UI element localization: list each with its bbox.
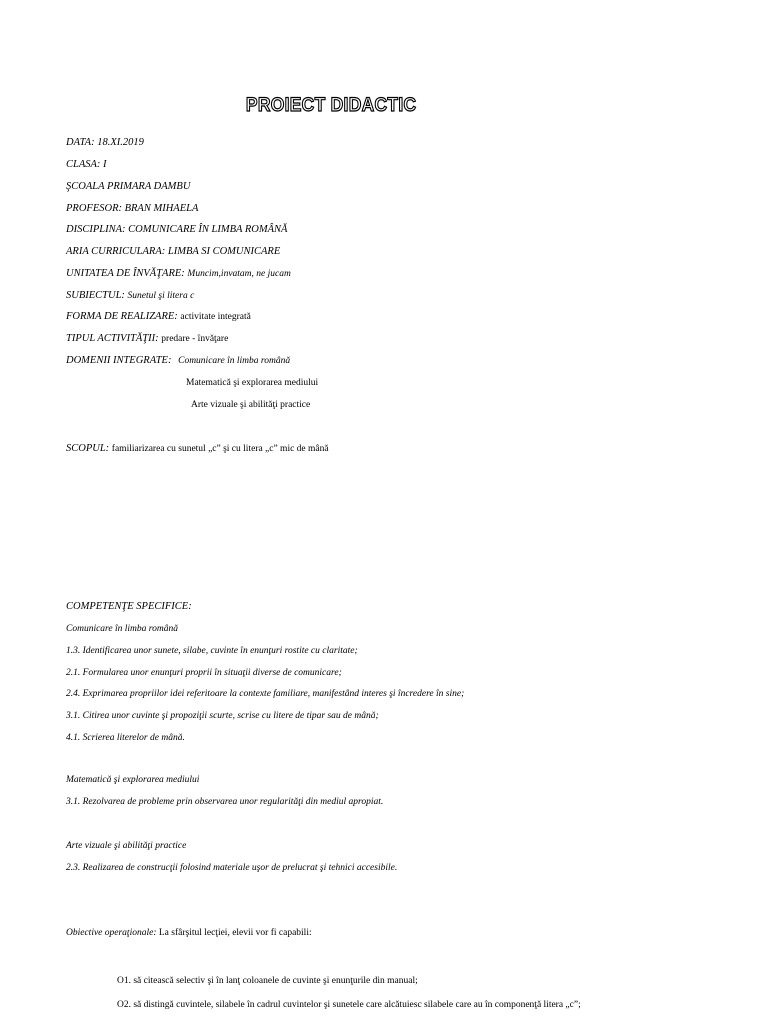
competence-group-name: Comunicare în limba română [66, 624, 178, 634]
activity-type-label: TIPUL ACTIVITĂŢII: [66, 333, 159, 344]
competence-group-name: Matematică şi explorarea mediului [66, 775, 200, 785]
discipline-line: DISCIPLINA: COMUNICARE ÎN LIMBA ROMÂNĂ [66, 224, 288, 235]
competence-group-name: Arte vizuale şi abilităţi practice [66, 841, 187, 851]
integrated-domains-line [66, 354, 290, 368]
objectives-label: Obiective operaţionale: [66, 928, 157, 938]
competence-item: 2.4. Exprimarea propriilor idei referitoare la contexte familiare, manifestând interes şi încredere în sine; [66, 689, 465, 699]
form-line [66, 310, 251, 324]
purpose-value: familiarizarea cu sunetul „c” şi cu litera „c” mic de mână [111, 444, 329, 454]
objectives-intro: La sfârşitul lecţiei, elevii vor fi capabili: [158, 928, 312, 938]
objectives-line [66, 926, 312, 940]
objective-item: O2. să distingă cuvintele, silabele în cadrul cuvintelor şi sunetele care alcătuiesc silabele care au în componenţă litera „c”; [117, 1000, 581, 1010]
competences-heading: COMPETENŢE SPECIFICE: [66, 601, 192, 612]
activity-type-value: predare - învăţare [161, 334, 229, 344]
curricular-area-line: ARIA CURRICULARA: LIMBA SI COMUNICARE [66, 246, 281, 257]
document-title [244, 88, 417, 116]
integrated-domains-value-2: Matematică şi explorarea mediului [186, 378, 319, 388]
competence-item: 1.3. Identificarea unor sunete, silabe, cuvinte în enunţuri rostite cu claritate; [66, 646, 358, 656]
teacher-line: PROFESOR: BRAN MIHAELA [66, 203, 199, 214]
subject-line [66, 289, 194, 303]
school-line: ŞCOALA PRIMARA DAMBU [66, 181, 191, 192]
activity-type-line [66, 332, 228, 346]
learning-unit-value: Muncim,invatam, ne jucam [187, 269, 291, 279]
objective-item: O1. să citească selectiv şi în lanţ coloanele de cuvinte şi enunţurile din manual; [117, 976, 418, 986]
subject-label: SUBIECTUL: [66, 290, 125, 301]
document-title-text: PROIECT DIDACTIC [245, 93, 417, 116]
competence-item: 3.1. Rezolvarea de probleme prin observarea unor regularităţi din mediul apropiat. [66, 797, 384, 807]
purpose-line [66, 442, 329, 456]
competence-item: 2.3. Realizarea de construcţii folosind materiale uşor de prelucrat şi tehnici accesibile. [66, 863, 398, 873]
purpose-label: SCOPUL: [66, 443, 110, 454]
integrated-domains-value-3: Arte vizuale şi abilităţi practice [191, 400, 311, 410]
learning-unit-line [66, 267, 291, 281]
form-label: FORMA DE REALIZARE: [66, 311, 178, 322]
form-value: activitate integrată [180, 312, 251, 322]
subject-value: Sunetul şi litera c [127, 291, 195, 301]
date-line: DATA: 18.XI.2019 [66, 137, 144, 148]
competence-item: 2.1. Formularea unor enunţuri proprii în situaţii diverse de comunicare; [66, 668, 342, 678]
integrated-domains-value-1: Comunicare în limba română [178, 356, 291, 366]
competence-item: 3.1. Citirea unor cuvinte şi propoziţii scurte, scrise cu litere de tipar sau de mână; [66, 711, 379, 721]
class-line: CLASA: I [66, 159, 107, 170]
learning-unit-label: UNITATEA DE ÎNVĂŢARE: [66, 268, 185, 279]
integrated-domains-label: DOMENII INTEGRATE: [66, 355, 172, 366]
competence-item: 4.1. Scrierea literelor de mână. [66, 733, 185, 743]
